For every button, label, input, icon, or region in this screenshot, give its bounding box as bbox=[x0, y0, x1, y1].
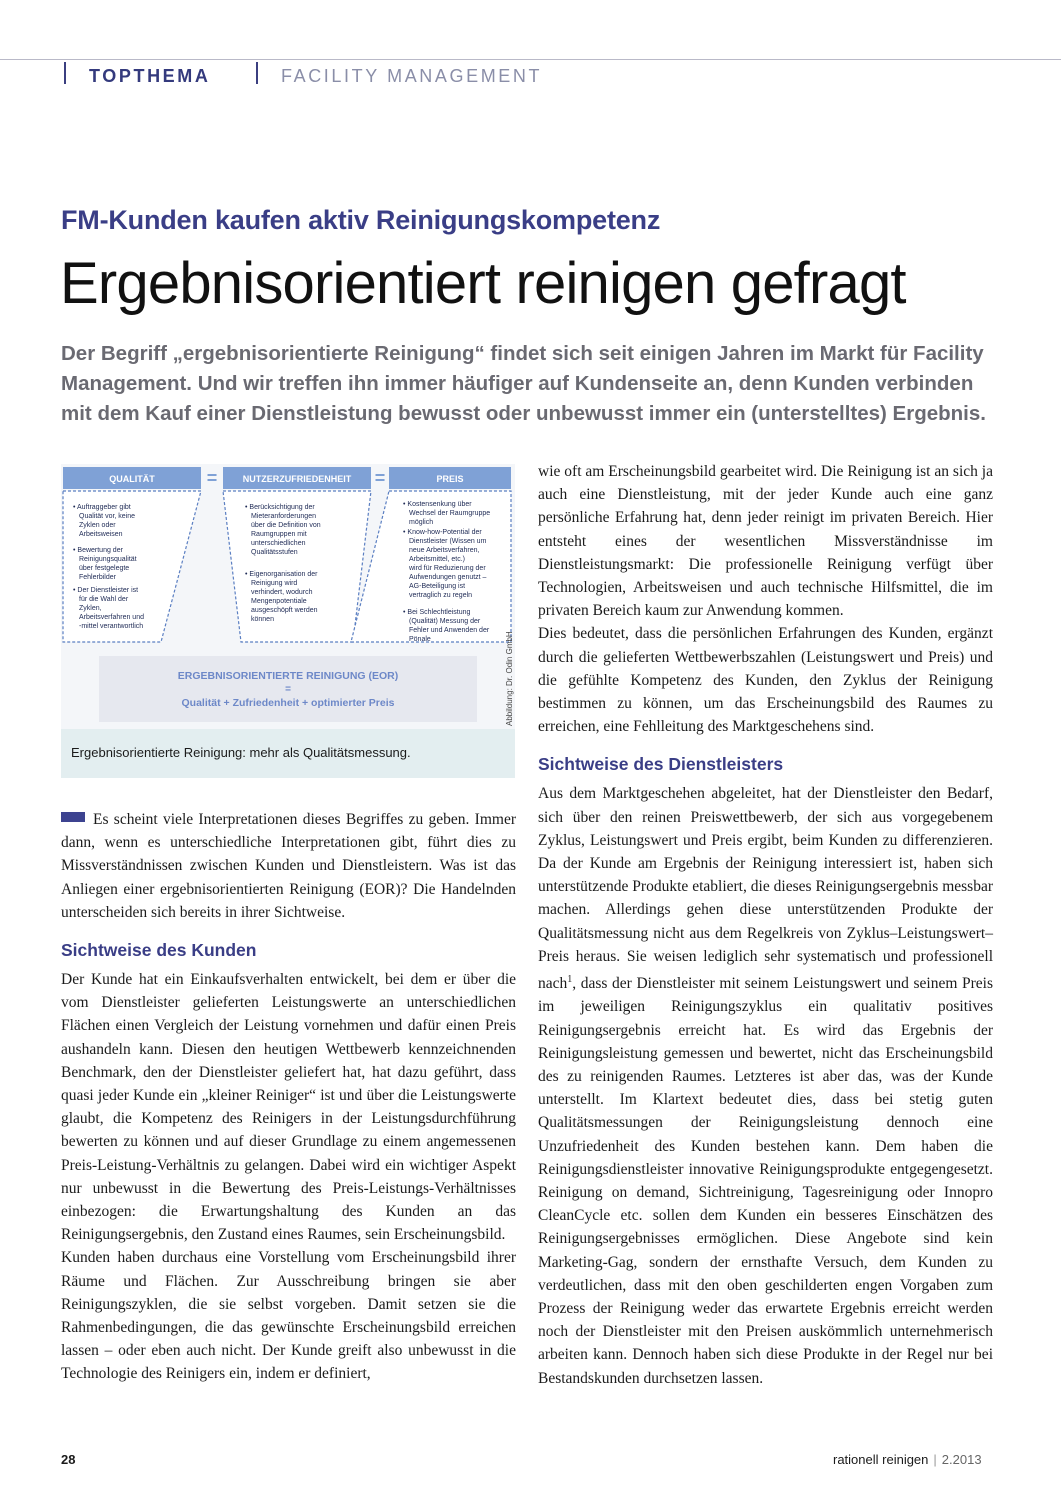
issue-number: 2.2013 bbox=[941, 1452, 982, 1467]
eor-diagram bbox=[61, 464, 515, 729]
page-number: 28 bbox=[61, 1452, 76, 1467]
footer-separator: | bbox=[933, 1452, 937, 1467]
header-divider-mid bbox=[256, 62, 258, 84]
section-label: TOPTHEMA bbox=[89, 66, 211, 86]
footnote-ref: 1 bbox=[567, 974, 573, 986]
figure bbox=[61, 464, 515, 778]
paragraph-text: Aus dem Marktgeschehen abgeleitet, hat der Dienstleister den Bedarf, sich über den reinen Preiswettbewerb, der sich aus vorgegebenem Zyklus, Leistungswert und Preis ergibt, beim Kunden zu differenzieren. Da der Kunde am Ergebnis der Reinigung interessiert ist, haben sich unterstützende Produkte etabliert, die dieses Reinigungsergebnis messbar machen. Allerdings gehen diese unterstützenden Produkte der Qualitätsmessung nicht aus dem Regelkreis von Zyklus–Leistungswert–Preis heraus. Sie weisen lediglich sehr systematisch und professionell nach bbox=[538, 785, 993, 993]
equals-sign: = bbox=[374, 468, 386, 488]
bullet-text: • Berücksichtigung der Mieteranforderungen über die Definition von Raumgruppen mit unterschiedlichen Qualitätsstufen bbox=[245, 504, 321, 556]
equals-sign: = bbox=[206, 468, 218, 488]
box-heading: PREIS bbox=[436, 474, 464, 484]
bullet-text: • Kostensenkung über Wechsel der Raumgruppe möglich bbox=[403, 501, 491, 526]
paragraph-marker bbox=[61, 812, 85, 822]
result-equals: = bbox=[285, 684, 291, 695]
article-title: Ergebnisorientiert reinigen gefragt bbox=[60, 251, 906, 316]
paragraph: Kunden haben durchaus eine Vorstellung vom Erscheinungsbild ihrer Räume und Flächen. Zur Ausschreibung bringen sie aber Reinigungszyklen, die sie selbst vorgeben. Damit setzen sie die Rahmenbedingungen, die das gewünschte Erscheinungsbild erreichen lassen – oder eben auch nicht. Der Kunde greift also unbewusst in die Technologie des Reinigers ein, indem er definiert, bbox=[61, 1249, 516, 1383]
intro-paragraph bbox=[61, 808, 516, 924]
intro-text: Es scheint viele Interpretationen dieses Begriffes zu geben. Immer dann, wenn es unterschiedliche Interpretationen gibt, führt dies zu Missverständnissen zwischen Kunden und Dienstleistern. Was ist das Anliegen einer ergebnisorientierten Reinigung (EOR)? Die Handelnden unterscheiden sich bereits in ihrer Sichtweise. bbox=[61, 811, 516, 921]
result-title: ERGEBNISORIENTIERTE REINIGUNG (EOR) bbox=[177, 670, 399, 682]
header-rule bbox=[0, 59, 1061, 60]
result-formula: Qualität + Zufriedenheit + optimierter Preis bbox=[181, 697, 395, 709]
topic-label: FACILITY MANAGEMENT bbox=[281, 66, 543, 86]
paragraph: Dies bedeutet, dass die persönlichen Erfahrungen des Kunden, ergänzt durch die gelieferten Wettbewerbszahlen (Leistungswert und Preis) und die gefühlte Kompetenz des Kunden, den Zyklus der Reinigung bestimmen zu können, um das Erscheinungsbild des Raumes zu erreichen, eine Fehlleitung des Marktgeschehens sind. bbox=[538, 625, 993, 736]
paragraph: Der Kunde hat ein Einkaufsverhalten entwickelt, bei dem er über die vom Dienstleister gelieferten Leistungswerte an unterschiedlichen Flächen einen Vergleich der Leistung vornehmen und dafür einen Preis aushandeln kann. Diesen den heutigen Wettbewerb kennzeichnenden Benchmark, den der Dienstleister geliefert hat, hat dazu geführt, dass quasi jeder Kunde ein „kleiner Reiniger“ ist und über die Leistungswerte glaubt, die Kompetenz des Reinigers in der Leistungsdurchführung bewerten zu können und auf dieser Grundlage zu einem angemessenen Preis-Leistung-Verhältnis zu gelangen. Dabei wird ein wichtiger Aspekt nur unbewusst in die Bewertung des Preis-Leistungs-Verhältnisses einbezogen: die Erwartungshaltung des Kunden an das Reinigungsergebnis, den Zustand eines Raumes, sein Erscheinungsbild. bbox=[61, 971, 516, 1244]
header-divider-left bbox=[64, 62, 66, 84]
paragraph bbox=[538, 782, 993, 1389]
column-right bbox=[538, 460, 993, 1390]
bullet-text: • Der Dienstleister ist für die Wahl der Zyklen, Arbeitsverfahren und -mittel verantwortlich bbox=[73, 587, 144, 630]
section-heading-dienstleister: Sichtweise des Dienstleisters bbox=[538, 754, 784, 775]
box-heading: NUTZERZUFRIEDENHEIT bbox=[242, 474, 352, 484]
footer-publication bbox=[833, 1452, 982, 1467]
column-left bbox=[61, 808, 516, 1386]
section-heading-kunde: Sichtweise des Kunden bbox=[61, 940, 257, 961]
paragraph: wie oft am Erscheinungsbild gearbeitet wird. Die Reinigung ist an sich ja auch eine Dienstleistung, mit der jeder Kunde auch eine ganz persönliche Erfahrung hat, denn jeder reinigt im privaten Bereich. Hier entsteht eines der wesentlichen Missverständnisse im Dienstleistungsmarkt: Die professionelle Reinigung verfügt über Technologien, Arbeitsweisen und auch technische Hilfsmittel, die im privaten Bereich kaum zur Anwendung kommen. bbox=[538, 463, 993, 620]
figure-caption: Ergebnisorientierte Reinigung: mehr als Qualitätsmessung. bbox=[71, 745, 411, 760]
article-lead: Der Begriff „ergebnisorientierte Reinigung“ findet sich seit einigen Jahren im Markt für Facility Management. Und wir treffen ihn immer häufiger auf Kundenseite an, denn Kunden verbinden mit dem Kauf einer Dienstleistung bewusst oder unbewusst immer ein (unterstelltes) Ergebnis. bbox=[61, 342, 986, 425]
bullet-text: • Know-how-Potential der Dienstleister (Wissen um neue Arbeitsverfahren, Arbeitsmittel, etc.) wird für Reduzierung der Aufwendungen genutzt – AG-Beteiligung ist vertraglich zu regeln bbox=[403, 529, 487, 599]
article-kicker: FM-Kunden kaufen aktiv Reinigungskompetenz bbox=[61, 205, 661, 235]
bullet-text: • Auftraggeber gibt Qualität vor, keine Zyklen oder Arbeitsweisen bbox=[73, 504, 136, 538]
figure-credit: Abbildung: Dr. Odin GmbH bbox=[505, 631, 514, 726]
figure-diagram bbox=[61, 464, 515, 729]
box-heading: QUALITÄT bbox=[109, 474, 155, 484]
bullet-text: • Bei Schlechtleistung (Qualität) Messung der Fehler und Anwenden der Pönale bbox=[403, 609, 490, 643]
paragraph-text: , dass der Dienstleister mit seinem Leistungswert und seinem Preis im jeweiligen Reinigungszyklus ein qualitativ positives Reinigungsergebnis erreicht hat. Es wird das Ergebnis der Reinigungsleistung gemessen und bewertet, nicht das Erscheinungsbild des zu reinigenden Raumes. Letzteres ist aber das, was der Kunde unterstellt. Im Klartext bedeutet dies, dass bei stetig guten Qualitätsmessungen der Reinigungsleistung dennoch eine Unzufriedenheit des Kunden bestehen kann. Dem haben die Reinigungsdienstleister innovative Reinigungsprodukte entgegengesetzt. Reinigung on demand, Sichtreinigung, Tagesreinigung oder Innopro CleanCycle etc. sollen dem Kunden ein besseres Einschätzen des Reinigungsergebnisses ermöglichen. Diese Angebote sind kein Marketing-Gag, sondern der ernsthafte Versuch, dem Kunden zu verdeutlichen, dass mit den oben geschilderten engen Vorgaben zum Prozess der Reinigung weder das erwartete Ergebnis erreicht werden noch der Dienstleister mit den Preisen auskömmlich unternehmerisch arbeiten kann. Dennoch haben sich diese Produkte in der Regel nur bei Bestandskunden durchsetzen lassen. bbox=[538, 975, 993, 1387]
bullet-text: • Eigenorganisation der Reinigung wird verhindert, wodurch Mengenpotentiale ausgeschöpft werden können bbox=[245, 571, 318, 623]
bullet-text: • Bewertung der Reinigungsqualität über festgelegte Fehlerbilder bbox=[73, 547, 137, 581]
magazine-name: rationell reinigen bbox=[833, 1452, 929, 1467]
